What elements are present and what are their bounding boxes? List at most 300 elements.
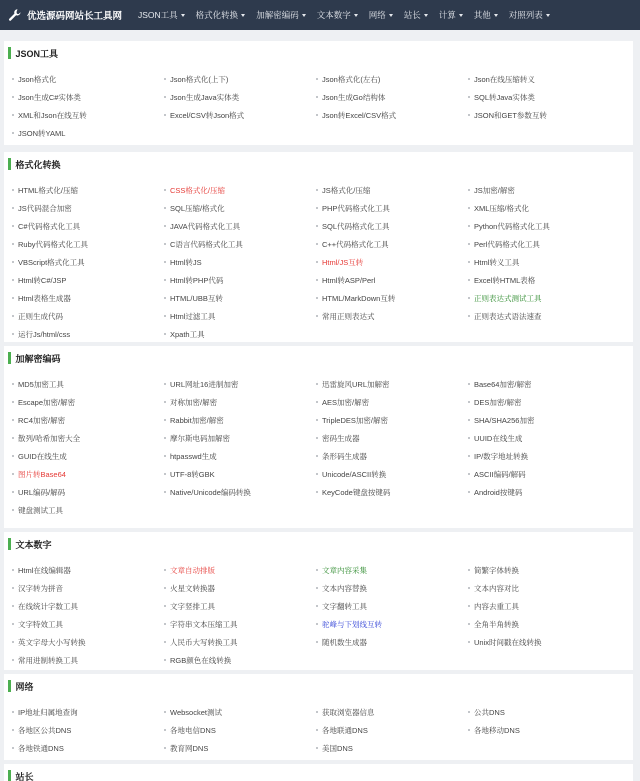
tool-link-label: Native/Unicode编码转换	[170, 487, 251, 497]
tool-link-label: Json格式化(左右)	[322, 74, 381, 84]
tool-link[interactable]	[316, 579, 468, 597]
tool-link-label: JAVA代码格式化工具	[170, 221, 241, 231]
nav-menu-item[interactable]: 格式化转换	[196, 9, 246, 21]
section-accent-bar	[8, 680, 11, 692]
tool-link[interactable]	[468, 307, 620, 325]
bullet-dot-icon	[316, 437, 318, 439]
tool-link[interactable]	[164, 597, 316, 615]
tool-link[interactable]	[468, 447, 620, 465]
bullet-dot-icon	[468, 383, 470, 385]
tool-link[interactable]	[316, 447, 468, 465]
tool-link[interactable]	[164, 217, 316, 235]
tool-link-label: IP/数字地址转换	[474, 451, 529, 461]
bullet-dot-icon	[12, 569, 14, 571]
tool-link-label: Android按键码	[474, 487, 523, 497]
bullet-dot-icon	[468, 261, 470, 263]
tool-link[interactable]	[12, 703, 164, 721]
tool-link-label: URL编码/解码	[18, 487, 66, 497]
bullet-dot-icon	[164, 747, 166, 749]
tool-link-label: 散列/哈希加密大全	[18, 433, 81, 443]
bullet-dot-icon	[316, 315, 318, 317]
nav-menu-item[interactable]: JSON工具	[138, 9, 185, 21]
bullet-dot-icon	[468, 207, 470, 209]
tool-link[interactable]	[164, 70, 316, 88]
tool-link-label: Json转Excel/CSV格式	[322, 110, 397, 120]
bullet-dot-icon	[316, 587, 318, 589]
bullet-dot-icon	[164, 437, 166, 439]
tool-link-label: TripleDES加密/解密	[322, 415, 388, 425]
bullet-dot-icon	[316, 729, 318, 731]
tool-link[interactable]	[164, 721, 316, 739]
section-title: JSON工具	[15, 48, 59, 59]
section-tool-grid	[4, 176, 633, 343]
section-title: 文本数字	[15, 539, 52, 550]
tool-link-label: UTF-8转GBK	[170, 469, 215, 479]
tool-link-label: 火星文转换器	[170, 583, 215, 593]
tool-link[interactable]	[468, 106, 620, 124]
bullet-dot-icon	[12, 243, 14, 245]
bullet-dot-icon	[468, 243, 470, 245]
bullet-dot-icon	[12, 587, 14, 589]
bullet-dot-icon	[316, 711, 318, 713]
section-accent-bar	[8, 538, 11, 550]
tool-link-label: 公共DNS	[474, 707, 505, 717]
tool-link[interactable]	[316, 88, 468, 106]
tool-link-label: 条形码生成器	[322, 451, 367, 461]
tool-link[interactable]	[164, 199, 316, 217]
tool-link[interactable]	[468, 199, 620, 217]
tool-link-label: Html表格生成器	[18, 293, 71, 303]
tool-link[interactable]	[12, 289, 164, 307]
tool-link-label: Html转C#/JSP	[18, 275, 67, 285]
tool-link[interactable]	[12, 325, 164, 343]
tool-link-label: 教育网DNS	[170, 743, 209, 753]
tool-link[interactable]	[12, 124, 164, 142]
section-tool-grid	[4, 370, 633, 519]
bullet-dot-icon	[468, 569, 470, 571]
tool-link-label: 对称加密/解密	[170, 397, 218, 407]
tool-link[interactable]	[12, 411, 164, 429]
bullet-dot-icon	[12, 711, 14, 713]
tool-link-label: PHP代码格式化工具	[322, 203, 390, 213]
tool-link[interactable]	[468, 235, 620, 253]
tool-link[interactable]	[468, 393, 620, 411]
tool-link-label: RGB颜色在线转换	[170, 655, 232, 665]
bullet-dot-icon	[164, 315, 166, 317]
tool-link[interactable]	[316, 271, 468, 289]
section-header	[4, 346, 633, 370]
bullet-dot-icon	[316, 261, 318, 263]
bullet-dot-icon	[164, 729, 166, 731]
tool-link[interactable]	[164, 253, 316, 271]
tool-link[interactable]	[12, 597, 164, 615]
tool-link[interactable]	[468, 561, 620, 579]
bullet-dot-icon	[468, 623, 470, 625]
bullet-dot-icon	[164, 711, 166, 713]
section-title: 站长	[15, 771, 34, 781]
tool-link[interactable]	[468, 88, 620, 106]
tool-link[interactable]	[468, 375, 620, 393]
tool-link-label: 运行Js/html/css	[18, 329, 71, 339]
bullet-dot-icon	[468, 114, 470, 116]
tool-link[interactable]	[468, 615, 620, 633]
tool-link[interactable]	[12, 633, 164, 651]
tool-link-label: Python代码格式化工具	[474, 221, 550, 231]
bullet-dot-icon	[164, 114, 166, 116]
tool-link-label: URL网址16进制加密	[170, 379, 239, 389]
bullet-dot-icon	[12, 315, 14, 317]
tool-link-label: Base64加密/解密	[474, 379, 532, 389]
tool-link[interactable]	[164, 393, 316, 411]
tool-link[interactable]	[12, 465, 164, 483]
bullet-dot-icon	[164, 473, 166, 475]
tool-link[interactable]	[316, 615, 468, 633]
bullet-dot-icon	[316, 641, 318, 643]
bullet-dot-icon	[316, 623, 318, 625]
bullet-dot-icon	[316, 569, 318, 571]
bullet-dot-icon	[164, 419, 166, 421]
tool-link[interactable]	[468, 465, 620, 483]
tool-link-label: KeyCode键盘按键码	[322, 487, 391, 497]
tool-link-label: Websocket测试	[170, 707, 222, 717]
bullet-dot-icon	[164, 243, 166, 245]
bullet-dot-icon	[12, 383, 14, 385]
tool-link[interactable]	[12, 447, 164, 465]
tool-link-label: HTML/MarkDown互转	[322, 293, 396, 303]
tool-link[interactable]	[164, 235, 316, 253]
tool-link[interactable]	[164, 633, 316, 651]
bullet-dot-icon	[316, 279, 318, 281]
bullet-dot-icon	[12, 333, 14, 335]
tool-link-label: 文字特效工具	[18, 619, 63, 629]
tool-link[interactable]	[316, 465, 468, 483]
tool-link[interactable]	[12, 106, 164, 124]
nav-menu-item[interactable]: 网络	[369, 9, 393, 21]
tool-link[interactable]	[164, 447, 316, 465]
tool-link-label: DES加密/解密	[474, 397, 522, 407]
tool-link-label: ASCII编码/解码	[474, 469, 526, 479]
tool-link[interactable]	[12, 561, 164, 579]
tool-link[interactable]	[164, 411, 316, 429]
bullet-dot-icon	[468, 78, 470, 80]
tool-link[interactable]	[316, 411, 468, 429]
bullet-dot-icon	[468, 437, 470, 439]
tool-link-label: 人民币大写转换工具	[170, 637, 238, 647]
tool-link[interactable]	[468, 429, 620, 447]
tool-link-label: Perl代码格式化工具	[474, 239, 540, 249]
tool-link[interactable]	[12, 393, 164, 411]
tool-link[interactable]	[12, 253, 164, 271]
tool-link-label: 图片转Base64	[18, 469, 66, 479]
bullet-dot-icon	[468, 189, 470, 191]
section-accent-bar	[8, 47, 11, 59]
bullet-dot-icon	[316, 225, 318, 227]
tool-link[interactable]	[468, 411, 620, 429]
bullet-dot-icon	[164, 641, 166, 643]
tool-link-label: VBScript格式化工具	[18, 257, 85, 267]
tool-link[interactable]	[316, 307, 468, 325]
tool-link[interactable]	[12, 271, 164, 289]
bullet-dot-icon	[164, 569, 166, 571]
bullet-dot-icon	[12, 401, 14, 403]
tool-link[interactable]	[316, 375, 468, 393]
bullet-dot-icon	[468, 225, 470, 227]
bullet-dot-icon	[468, 401, 470, 403]
tool-link[interactable]	[316, 235, 468, 253]
tool-link[interactable]	[316, 289, 468, 307]
bullet-dot-icon	[12, 96, 14, 98]
nav-menu-item[interactable]: 计算	[439, 9, 463, 21]
tool-link[interactable]	[316, 597, 468, 615]
bullet-dot-icon	[12, 78, 14, 80]
tool-link-label: Json生成Go结构体	[322, 92, 386, 102]
tool-link-label: 字符串文本压缩工具	[170, 619, 238, 629]
bullet-dot-icon	[12, 473, 14, 475]
tool-link[interactable]	[12, 88, 164, 106]
tool-link-label: Excel转HTML表格	[474, 275, 536, 285]
tool-link[interactable]	[468, 483, 620, 501]
bullet-dot-icon	[468, 419, 470, 421]
bullet-dot-icon	[468, 711, 470, 713]
nav-menu-item[interactable]: 站长	[404, 9, 428, 21]
bullet-dot-icon	[12, 419, 14, 421]
tool-link[interactable]	[12, 483, 164, 501]
tool-link[interactable]	[316, 181, 468, 199]
tool-link-label: 各地铁通DNS	[18, 743, 64, 753]
tool-link[interactable]	[316, 483, 468, 501]
bullet-dot-icon	[316, 455, 318, 457]
bullet-dot-icon	[164, 96, 166, 98]
bullet-dot-icon	[468, 729, 470, 731]
tool-link-label: RC4加密/解密	[18, 415, 66, 425]
tool-link[interactable]	[316, 70, 468, 88]
tool-link-label: 各地电信DNS	[170, 725, 216, 735]
tool-link[interactable]	[316, 703, 468, 721]
bullet-dot-icon	[468, 297, 470, 299]
tool-link-label: Xpath工具	[170, 329, 205, 339]
tool-link[interactable]	[316, 393, 468, 411]
bullet-dot-icon	[12, 641, 14, 643]
tool-link-label: C++代码格式化工具	[322, 239, 389, 249]
tool-link[interactable]	[468, 703, 620, 721]
nav-menu-item[interactable]: 对照列表	[509, 9, 550, 21]
tool-link[interactable]	[164, 88, 316, 106]
tool-link[interactable]	[164, 651, 316, 669]
tool-link[interactable]	[316, 739, 468, 757]
tool-link-label: 随机数生成器	[322, 637, 367, 647]
tool-link[interactable]	[468, 633, 620, 651]
section-title: 加解密编码	[15, 353, 61, 364]
tool-link[interactable]	[12, 217, 164, 235]
tool-link[interactable]	[164, 579, 316, 597]
bullet-dot-icon	[316, 605, 318, 607]
bullet-dot-icon	[12, 114, 14, 116]
tool-link[interactable]	[316, 217, 468, 235]
tool-link[interactable]	[164, 615, 316, 633]
section-header	[4, 764, 633, 781]
bullet-dot-icon	[164, 491, 166, 493]
bullet-dot-icon	[468, 455, 470, 457]
bullet-dot-icon	[164, 225, 166, 227]
tool-link[interactable]	[12, 501, 164, 519]
tool-link-label: SQL代码格式化工具	[322, 221, 390, 231]
tool-link[interactable]	[468, 70, 620, 88]
bullet-dot-icon	[468, 279, 470, 281]
tool-link[interactable]	[12, 579, 164, 597]
bullet-dot-icon	[316, 114, 318, 116]
tool-link[interactable]	[468, 289, 620, 307]
bullet-dot-icon	[316, 401, 318, 403]
bullet-dot-icon	[12, 491, 14, 493]
tool-link-label: C语言代码格式化工具	[170, 239, 243, 249]
bullet-dot-icon	[12, 132, 14, 134]
tool-section	[4, 764, 633, 781]
tool-link[interactable]	[164, 106, 316, 124]
tool-link[interactable]	[12, 235, 164, 253]
tool-link-label: 正则生成代码	[18, 311, 63, 321]
tool-link[interactable]	[316, 561, 468, 579]
tool-link[interactable]	[468, 721, 620, 739]
tool-link[interactable]	[164, 307, 316, 325]
tool-link[interactable]	[164, 703, 316, 721]
bullet-dot-icon	[12, 437, 14, 439]
tool-link-label: Json生成Java实体类	[170, 92, 240, 102]
nav-menu-item[interactable]: 文本数字	[317, 9, 358, 21]
bullet-dot-icon	[316, 96, 318, 98]
tool-link-label: 全角半角转换	[474, 619, 519, 629]
bullet-dot-icon	[164, 623, 166, 625]
tool-link[interactable]	[164, 325, 316, 343]
tool-link[interactable]	[12, 199, 164, 217]
bullet-dot-icon	[12, 605, 14, 607]
section-accent-bar	[8, 158, 11, 170]
tool-link-label: Unix时间戳在线转换	[474, 637, 542, 647]
top-navbar	[0, 0, 640, 30]
bullet-dot-icon	[164, 78, 166, 80]
tool-link[interactable]	[12, 181, 164, 199]
tool-link-label: SQL压缩/格式化	[170, 203, 225, 213]
tool-link-label: Ruby代码格式化工具	[18, 239, 89, 249]
tool-link-label: 文章内容采集	[322, 565, 367, 575]
tool-link-label: 摩尔斯电码加解密	[170, 433, 230, 443]
tool-link[interactable]	[316, 199, 468, 217]
tool-link[interactable]	[468, 181, 620, 199]
tool-link[interactable]	[164, 483, 316, 501]
tool-link[interactable]	[316, 106, 468, 124]
tool-link-label: 文章自动排版	[170, 565, 215, 575]
bullet-dot-icon	[316, 747, 318, 749]
section-header	[4, 41, 633, 65]
bullet-dot-icon	[316, 491, 318, 493]
tool-link[interactable]	[164, 465, 316, 483]
tool-link-label: 内容去重工具	[474, 601, 519, 611]
tool-link-label: XML和Json在线互转	[18, 110, 87, 120]
tool-link-label: 文字竖排工具	[170, 601, 215, 611]
bullet-dot-icon	[12, 747, 14, 749]
tool-link[interactable]	[164, 271, 316, 289]
tool-link[interactable]	[316, 721, 468, 739]
bullet-dot-icon	[468, 605, 470, 607]
tool-link-label: 文字翻转工具	[322, 601, 367, 611]
tool-link[interactable]	[164, 289, 316, 307]
tool-link-label: XML压缩/格式化	[474, 203, 530, 213]
bullet-dot-icon	[316, 78, 318, 80]
tool-link-label: 驼峰与下划线互转	[322, 619, 382, 629]
tool-link[interactable]	[12, 615, 164, 633]
tool-link[interactable]	[164, 739, 316, 757]
tool-link[interactable]	[316, 429, 468, 447]
tool-link[interactable]	[12, 70, 164, 88]
tool-link-label: 迅雷旋风URL加解密	[322, 379, 390, 389]
section-header	[4, 532, 633, 556]
bullet-dot-icon	[468, 473, 470, 475]
tool-link-label: Json格式化	[18, 74, 57, 84]
tool-link[interactable]	[164, 181, 316, 199]
tool-section	[4, 346, 633, 528]
bullet-dot-icon	[316, 383, 318, 385]
tool-link[interactable]	[316, 633, 468, 651]
tool-link-label: 密码生成器	[322, 433, 360, 443]
tool-link-label: JS代码混合加密	[18, 203, 72, 213]
section-tool-grid	[4, 556, 633, 669]
tool-link-label: Unicode/ASCII转换	[322, 469, 387, 479]
tool-link[interactable]	[12, 375, 164, 393]
nav-menu-item[interactable]: 其他	[474, 9, 498, 21]
tool-link[interactable]	[164, 429, 316, 447]
bullet-dot-icon	[12, 189, 14, 191]
tool-link-label: 正则表达式语法速查	[474, 311, 542, 321]
tool-link-label: HTML/UBB互转	[170, 293, 223, 303]
tool-link-label: Html过滤工具	[170, 311, 216, 321]
tool-link[interactable]	[468, 253, 620, 271]
tool-link-label: 各地区公共DNS	[18, 725, 72, 735]
tool-link[interactable]	[12, 307, 164, 325]
tool-link[interactable]	[12, 721, 164, 739]
tool-link[interactable]	[468, 597, 620, 615]
bullet-dot-icon	[316, 473, 318, 475]
tool-link-label: 文本内容对比	[474, 583, 519, 593]
tool-section	[4, 674, 633, 760]
tool-link[interactable]	[12, 739, 164, 757]
tool-link-label: Html转JS	[170, 257, 202, 267]
tool-link-label: Html在线编辑器	[18, 565, 71, 575]
tool-link-label: JSON转YAML	[18, 128, 66, 138]
section-header	[4, 152, 633, 176]
tool-link[interactable]	[316, 253, 468, 271]
bullet-dot-icon	[164, 261, 166, 263]
tool-link[interactable]	[468, 217, 620, 235]
tool-link-label: GUID在线生成	[18, 451, 67, 461]
bullet-dot-icon	[468, 491, 470, 493]
tool-link-label: 正则表达式测试工具	[474, 293, 542, 303]
tool-link[interactable]	[164, 561, 316, 579]
brand[interactable]	[0, 8, 138, 22]
bullet-dot-icon	[316, 189, 318, 191]
tool-link-label: Html转ASP/Perl	[322, 275, 376, 285]
bullet-dot-icon	[164, 659, 166, 661]
bullet-dot-icon	[164, 279, 166, 281]
tool-link[interactable]	[12, 651, 164, 669]
bullet-dot-icon	[12, 729, 14, 731]
bullet-dot-icon	[468, 96, 470, 98]
nav-menu-item[interactable]: 加解密编码	[256, 9, 306, 21]
tool-link[interactable]	[468, 579, 620, 597]
bullet-dot-icon	[468, 315, 470, 317]
tool-link[interactable]	[164, 375, 316, 393]
tool-link[interactable]	[468, 271, 620, 289]
bullet-dot-icon	[316, 207, 318, 209]
tool-link[interactable]	[12, 429, 164, 447]
